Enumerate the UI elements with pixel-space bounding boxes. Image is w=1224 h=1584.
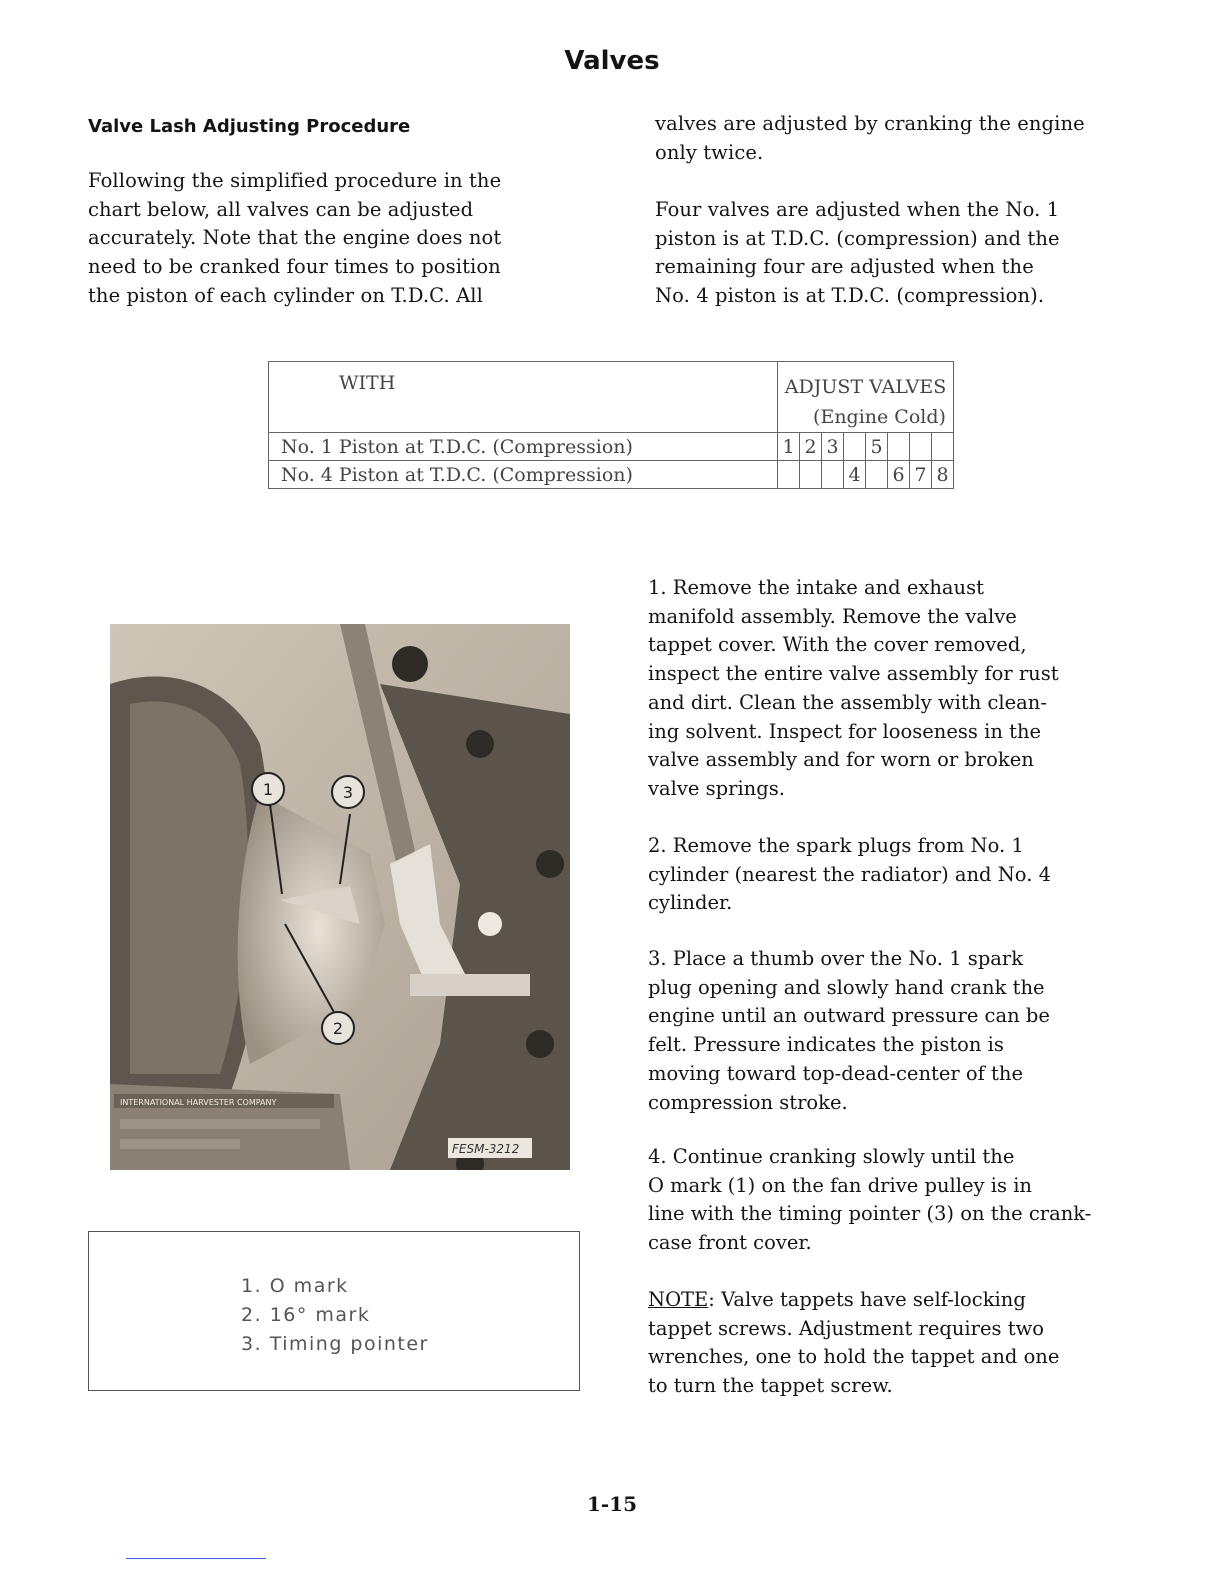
valve-adjust-table xyxy=(268,361,954,489)
legend-item xyxy=(241,1330,429,1359)
engine-timing-photo xyxy=(110,624,570,1170)
plate-text: INTERNATIONAL HARVESTER COMPANY xyxy=(120,1098,277,1107)
step-1-paragraph: 1. Remove the intake and exhaust manifold assembly. Remove the valve tappet cover. With the cover removed, inspect the entire valve assembly for rust and dirt. Clean the assembly with clean- ing solvent. Inspect for looseness in the valve assembly and for worn or broken valve springs. xyxy=(648,576,1059,800)
note-text: : Valve tappets have self-locking tappet screws. Adjustment requires two wrenches, one to hold the tappet and one to turn the tappet screw. xyxy=(648,1288,1060,1398)
valve-cell xyxy=(844,433,866,461)
header-adjust-subtitle: (Engine Cold) xyxy=(813,406,946,428)
table-row xyxy=(269,461,954,489)
note-label: NOTE xyxy=(648,1288,709,1311)
note-paragraph xyxy=(648,1286,1168,1401)
step-3-paragraph: 3. Place a thumb over the No. 1 spark plug opening and slowly hand crank the engine until an outward pressure can be felt. Pressure indicates the piston is moving toward top-dead-center of the compression stroke. xyxy=(648,947,1050,1114)
valve-cell: 1 xyxy=(778,433,800,461)
legend-item xyxy=(241,1301,429,1330)
section-heading: Valve Lash Adjusting Procedure xyxy=(88,116,411,137)
valve-cell: 6 xyxy=(888,461,910,489)
page-number: 1-15 xyxy=(586,1492,638,1516)
legend-item-number: 2. xyxy=(241,1304,263,1326)
intro-paragraph-left: Following the simplified procedure in the chart below, all valves can be adjusted accurately. Note that the engine does not need to be cranked four times to position the piston of each cylinder on T.D.C. All xyxy=(88,169,502,307)
valve-cell xyxy=(866,461,888,489)
legend-item-text: O mark xyxy=(269,1275,349,1297)
legend-item-text: 16° mark xyxy=(269,1304,371,1326)
valve-cell xyxy=(800,461,822,489)
legend-item-number: 3. xyxy=(241,1333,263,1355)
table-header-row xyxy=(269,362,954,433)
figure-legend-list xyxy=(241,1272,429,1359)
legend-item-text: Timing pointer xyxy=(269,1333,429,1355)
valve-cell: 4 xyxy=(844,461,866,489)
intro-paragraph-right-continued: valves are adjusted by cranking the engine only twice. xyxy=(655,112,1085,164)
callout-label: 3 xyxy=(342,783,354,802)
valve-cell xyxy=(910,433,932,461)
row-label: No. 4 Piston at T.D.C. (Compression) xyxy=(269,461,778,489)
intro-paragraph-right: Four valves are adjusted when the No. 1 piston is at T.D.C. (compression) and the remaining four are adjusted when the No. 4 piston is at T.D.C. (compression). xyxy=(655,198,1060,308)
step-2-paragraph: 2. Remove the spark plugs from No. 1 cylinder (nearest the radiator) and No. 4 cylinder. xyxy=(648,834,1052,915)
footer-rule xyxy=(126,1558,266,1559)
valve-cell: 2 xyxy=(800,433,822,461)
valve-cell: 5 xyxy=(866,433,888,461)
legend-item xyxy=(241,1272,429,1301)
figure-id: FESM-3212 xyxy=(452,1142,520,1156)
table-row xyxy=(269,433,954,461)
callout-label: 2 xyxy=(332,1019,344,1038)
valve-cell xyxy=(888,433,910,461)
engine-timing-photo-drawing xyxy=(110,624,570,1170)
valve-cell xyxy=(778,461,800,489)
page-title: Valves xyxy=(564,46,660,76)
header-with: WITH xyxy=(269,362,778,433)
figure-legend-box xyxy=(88,1231,580,1391)
header-adjust-title: ADJUST VALVES xyxy=(784,376,947,398)
valve-cell: 3 xyxy=(822,433,844,461)
legend-item-number: 1. xyxy=(241,1275,263,1297)
callout-label: 1 xyxy=(262,780,274,799)
valve-cell xyxy=(822,461,844,489)
valve-cell xyxy=(932,433,954,461)
step-4-paragraph: 4. Continue cranking slowly until the O mark (1) on the fan drive pulley is in line with the timing pointer (3) on the crank- case front cover. xyxy=(648,1145,1092,1255)
valve-cell: 8 xyxy=(932,461,954,489)
row-label: No. 1 Piston at T.D.C. (Compression) xyxy=(269,433,778,461)
valve-cell: 7 xyxy=(910,461,932,489)
header-adjust-valves xyxy=(778,362,954,433)
